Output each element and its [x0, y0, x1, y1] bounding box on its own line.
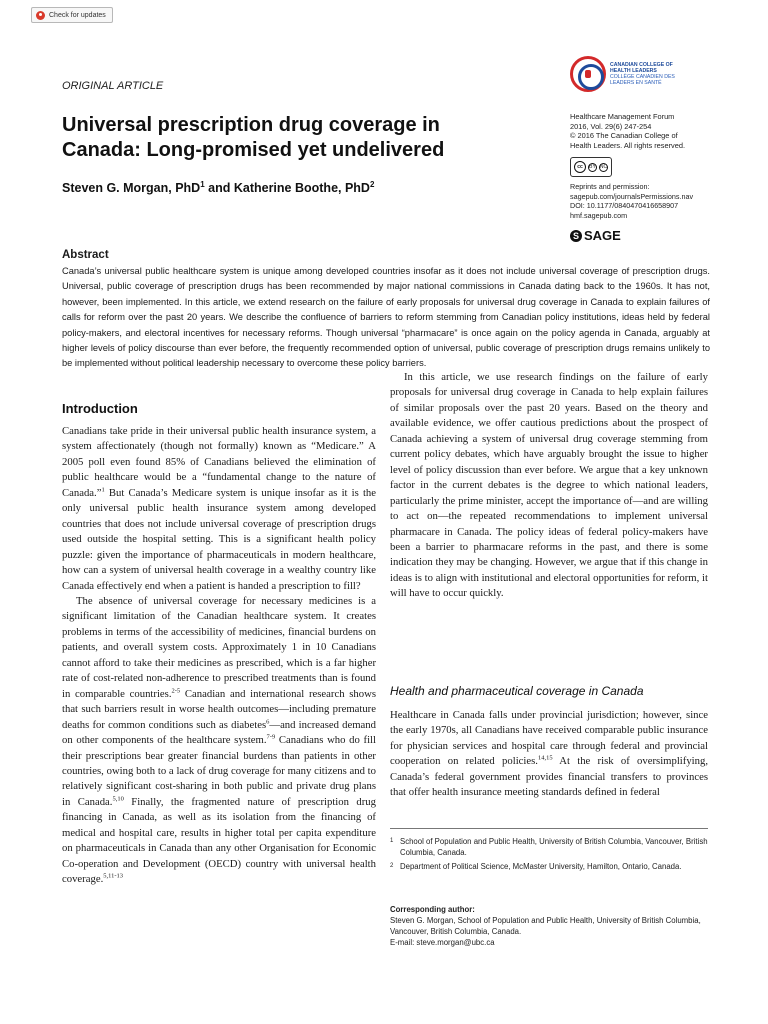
right-p2-text-a: Healthcare in Canada falls under provincial jurisdiction; however, since the early 1970s, all Canadians have received comparable public insurance for physician services and hospital care through federal and provincial cooperation on related policies. — [390, 709, 708, 768]
journal-info — [570, 112, 710, 150]
article-title — [62, 113, 532, 163]
citation: 5,11-13 — [103, 872, 124, 880]
right-paragraph-1: In this article, we use research findings on the failure of early proposals for universal drug coverage in Canada to help explain failures of similar proposals over the past 20 years. Based on the theory and available evidence, we offer cautious predictions about the prospect of Canada achieving a system of universal drug coverage stemming from current policy debates, which have arguably brought the issue to higher level of policy discussion than ever before. We argue that a key unknown factor in the current debates is the degree to which national leaders, particularly the prime minister, accept the importance of—and are willing to act on—the repeated recommendations to implement universal pharmacare in Canada. The policy ideas of federal policy-makers have been a barrier to pharmacare reforms in the past, and there is some indication they may be changing. However, we argue that if this change in ideas is to align with institutional and electoral opportunities for reform, it will have to occur quickly. — [390, 371, 708, 600]
by-icon: BY — [589, 164, 596, 170]
journal-name: Healthcare Management Forum — [570, 112, 675, 121]
right-column-bottom — [390, 708, 708, 801]
college-logo — [570, 56, 675, 92]
sage-s-icon: S — [570, 230, 582, 242]
reprints-label: Reprints and permission: — [570, 182, 650, 191]
citation: 7-9 — [266, 733, 276, 741]
permissions-link[interactable]: sagepub.com/journalsPermissions.nav — [570, 191, 694, 201]
sage-wordmark: SAGE — [584, 228, 621, 243]
corresponding-author-address: Steven G. Morgan, School of Population and Public Health, University of British Columbia, Vancouver, British Columbia, Canada. — [390, 916, 701, 936]
journal-site-link[interactable]: hmf.sagepub.com — [570, 210, 628, 220]
college-seal-icon — [570, 56, 606, 92]
footnote-1-number: 1 — [390, 838, 394, 844]
title-line-1: Universal prescription drug coverage in — [62, 114, 440, 136]
creative-commons-badge[interactable] — [570, 157, 612, 177]
author-1: Steven G. Morgan, PhD — [62, 181, 201, 196]
footnote-divider — [390, 828, 708, 829]
intro-p2-text-d: Canadians who do fill their prescriptions bear greater financial burdens than patients in other countries, owing both to a lack of drug coverage for many citizens and to relatively significant cost-sharing in both public and private drug plans in Canada. — [62, 734, 376, 808]
footnote-2-number: 2 — [390, 863, 394, 869]
citation: 14,15 — [537, 754, 553, 762]
college-logo-text — [610, 62, 675, 87]
copyright-line-2: Health Leaders. All rights reserved. — [570, 140, 686, 150]
footnote-1-text: School of Population and Public Health, University of British Columbia, Vancouver, British Columbia, Canada. — [400, 837, 708, 857]
footnote-2-text: Department of Political Science, McMaster University, Hamilton, Ontario, Canada. — [400, 862, 682, 871]
corresponding-author — [390, 904, 710, 948]
title-line-2: Canada: Long-promised yet undelivered — [62, 139, 445, 161]
citation: 6 — [266, 718, 270, 726]
logo-fr-line-2: LEADERS EN SANTÉ — [610, 80, 662, 87]
intro-p2-text-a: The absence of universal coverage for necessary medicines is a significant limitation of the Canadian healthcare system. It creates problems in terms of the accessibility of medicines, financial burdens on patients, and overall system costs. Approximately 1 in 10 Canadians cannot afford to take their medicines as prescribed, which is a far higher rate of cost-related non-adherence to prescribed treatments than is found in comparable countries. — [62, 594, 376, 700]
cc-icon: cc — [574, 161, 586, 173]
logo-en-line-2: HEALTH LEADERS — [610, 67, 657, 74]
author-list — [62, 180, 374, 195]
logo-en-line-1: CANADIAN COLLEGE OF — [610, 61, 673, 68]
intro-paragraph-1 — [62, 424, 376, 594]
corresponding-author-email[interactable]: E-mail: steve.morgan@ubc.ca — [390, 938, 495, 947]
journal-volume: 2016, Vol. 29(6) 247-254 — [570, 121, 652, 131]
check-updates-label: Check for updates — [49, 11, 106, 19]
doi[interactable]: DOI: 10.1177/0840470416658907 — [570, 201, 679, 210]
citation: 2-5 — [171, 687, 181, 695]
logo-fr-line-1: COLLÈGE CANADIEN DES — [610, 74, 675, 80]
check-for-updates-button[interactable] — [31, 7, 113, 23]
citation: 5,10 — [112, 795, 124, 803]
introduction-heading: Introduction — [62, 401, 138, 416]
intro-paragraph-2 — [62, 594, 376, 888]
affiliation-footnotes — [390, 836, 710, 875]
author-2: Katherine Boothe, PhD — [233, 181, 370, 196]
article-type: ORIGINAL ARTICLE — [62, 80, 164, 92]
right-p2-text-b: At the risk of oversimplifying, Canada’s federal government provides financial transfers to provinces that offer health insurance meeting standards defined in federal — [390, 755, 708, 799]
intro-p2-text-e: Finally, the fragmented nature of prescription drug financing in Canada, as well as its isolation from the financing of medical and hospital care, results in higher total per capita expenditure on pharmaceuticals in Canada than any other Organisation for Economic Co-operation and Development (OECD) country with universal health coverage. — [62, 795, 376, 886]
author-1-affiliation: 1 — [200, 180, 205, 189]
sage-logo — [570, 228, 621, 243]
author-connector: and — [204, 181, 234, 196]
intro-p1-text-a: Canadians take pride in their universal public health insurance system, a system affectionately (though not formally) known as “Medicare.” A 2005 poll even found 85% of Canadians believed the elimination of public healthcare would be a “fundamental change to the nature of Canada.” — [62, 425, 376, 499]
intro-p1-text-b: But Canada’s Medicare system is unique insofar as it is the only universal public health insurance system among developed countries that does not include universal coverage of prescription drugs used outside the hospital setting. This is a significant health policy puzzle: given the importance of pharmaceuticals in modern healthcare, how can a system of universal health coverage in a wealthy country like Canada effectively end when a patient is handed a prescription to fill? — [62, 486, 376, 592]
citation: 1 — [101, 486, 105, 494]
crossmark-icon — [36, 11, 45, 20]
right-column-top — [390, 370, 708, 602]
reprints-info — [570, 182, 730, 220]
right-paragraph-2 — [390, 708, 708, 801]
abstract-text: Canada’s universal public healthcare system is unique among developed countries insofar as it does not include universal coverage of prescription drugs. Universal, public coverage of prescription drugs has been recommended by major national commissions in Canada dating back to the 1960s. It has not, however, been implemented. In this article, we extend research on the failure of early proposals for universal drug coverage in Canada to explain failures of calls for reform over the past 20 years. We describe the confluence of barriers to reform stemming from Canadian policy institutions, ideas held by federal policy-makers, and electoral incentives for necessary reforms. Though universal “pharmacare” is once again on the policy agenda in Canada, arguably at higher levels of policy discourse than ever before, the frequently recommended option of universal, public coverage of prescription drugs remains unlikely to be implemented without political leadership necessary to overcome these policy barriers. — [62, 266, 710, 369]
corresponding-author-heading: Corresponding author: — [390, 905, 475, 914]
author-2-affiliation: 2 — [369, 180, 375, 189]
copyright-line-1: © 2016 The Canadian College of — [570, 131, 678, 140]
intro-p2-text-c: —and increased demand on other components of the healthcare system. — [62, 718, 376, 747]
left-column — [62, 424, 376, 888]
nc-icon: NC — [599, 164, 608, 170]
footnote-1 — [390, 836, 710, 858]
intro-p2-text-b: Canadian and international research shows that such barriers result in worse health outcomes—including premature deaths for common conditions such as diabetes — [62, 687, 376, 731]
abstract-heading: Abstract — [62, 249, 109, 261]
section-heading-health-coverage: Health and pharmaceutical coverage in Canada — [390, 684, 644, 698]
footnote-2 — [390, 861, 710, 872]
